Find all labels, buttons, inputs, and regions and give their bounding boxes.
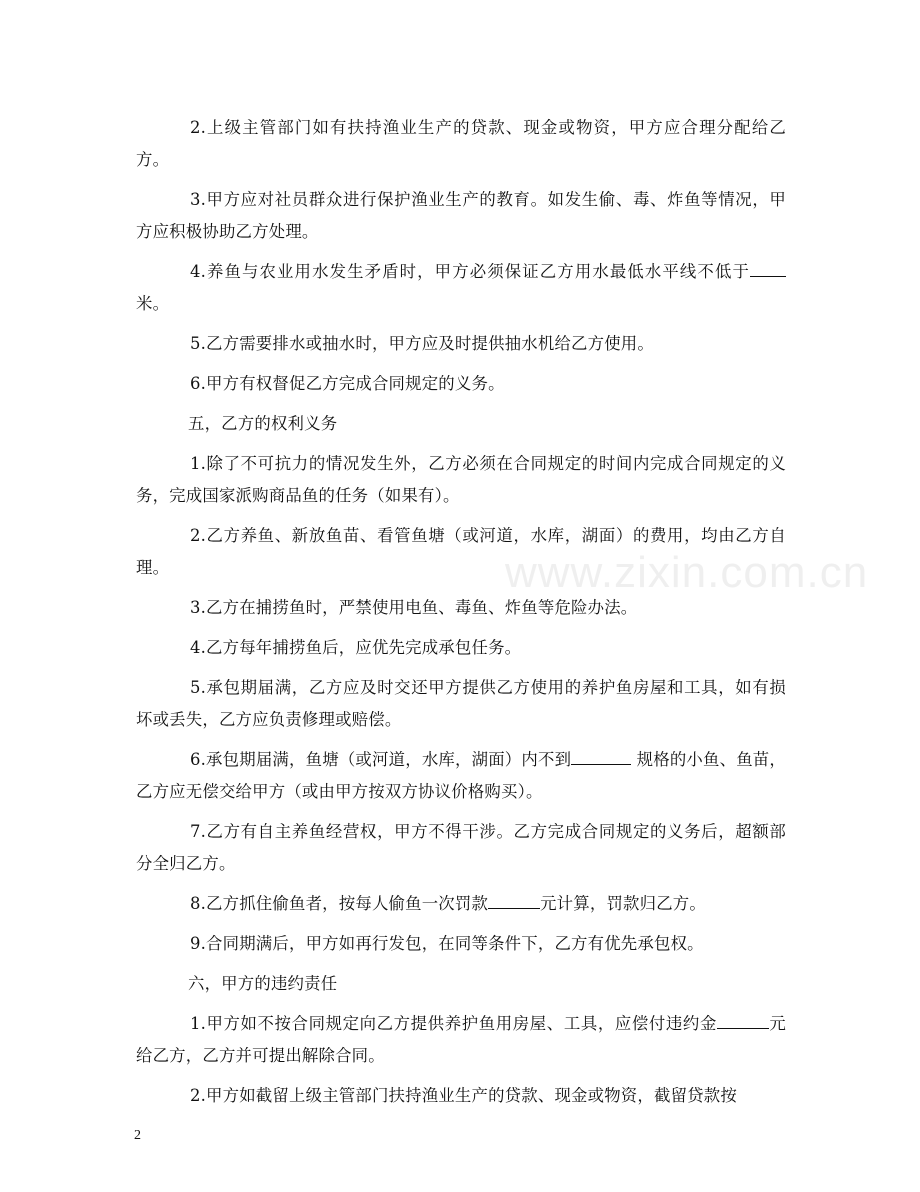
paragraph-12-before: 6.承包期届满，鱼塘（或河道，水库，湖面）内不到 <box>190 750 572 769</box>
paragraph-2: 3.甲方应对社员群众进行保护渔业生产的教育。如发生偷、毒、炸鱼等情况，甲方应积极协助乙方处理。 <box>136 190 786 241</box>
paragraph-8: 2.乙方养鱼、新放鱼苗、看管鱼塘（或河道，水库，湖面）的费用，均由乙方自理。 <box>136 526 786 577</box>
paragraph-18: 2.甲方如截留上级主管部门扶持渔业生产的贷款、现金或物资，截留贷款按 <box>190 1086 737 1105</box>
blank-line <box>488 890 540 909</box>
paragraph-14 <box>136 888 786 920</box>
paragraph-15: 9.合同期满后，甲方如再行发包，在同等条件下，乙方有优先承包权。 <box>190 934 704 953</box>
paragraph-17-after: 元给乙方，乙方并可提出解除合同。 <box>136 1014 787 1065</box>
blank-line <box>571 746 631 765</box>
page-number: 2 <box>134 1128 141 1143</box>
paragraph-4: 5.乙方需要排水或抽水时，甲方应及时提供抽水机给乙方使用。 <box>190 334 654 353</box>
paragraph-14-after: 元计算，罚款归乙方。 <box>540 894 706 913</box>
paragraph-13: 7.乙方有自主养鱼经营权，甲方不得干涉。乙方完成合同规定的义务后，超额部分全归乙方。 <box>136 822 786 873</box>
paragraph-1: 2.上级主管部门如有扶持渔业生产的贷款、现金或物资，甲方应合理分配给乙方。 <box>136 118 786 169</box>
paragraph-5: 6.甲方有权督促乙方完成合同规定的义务。 <box>190 374 505 393</box>
paragraph-10: 4.乙方每年捕捞鱼后，应优先完成承包任务。 <box>190 638 522 657</box>
watermark: www.zixin.com.cn <box>505 548 869 597</box>
section-heading-6: 六，甲方的违约责任 <box>188 974 338 993</box>
paragraph-3-after: 米。 <box>136 294 170 313</box>
paragraph-12-after: 规格的小鱼、鱼苗，乙方应无偿交给甲方（或由甲方按双方协议价格购买）。 <box>136 750 786 801</box>
blank-line <box>750 258 786 277</box>
paragraph-12 <box>136 744 786 808</box>
paragraph-11: 5.承包期届满，乙方应及时交还甲方提供乙方使用的养护鱼房屋和工具，如有损坏或丢失，乙方应负责修理或赔偿。 <box>136 678 786 729</box>
paragraph-7: 1.除了不可抗力的情况发生外，乙方必须在合同规定的时间内完成合同规定的义务，完成国家派购商品鱼的任务（如果有）。 <box>136 454 786 505</box>
paragraph-3-before: 4.养鱼与农业用水发生矛盾时，甲方必须保证乙方用水最低水平线不低于 <box>190 262 750 281</box>
paragraph-17 <box>136 1008 786 1072</box>
section-heading-5: 五，乙方的权利义务 <box>188 414 338 433</box>
document-body <box>136 112 786 1120</box>
paragraph-17-before: 1.甲方如不按合同规定向乙方提供养护鱼用房屋、工具，应偿付违约金 <box>190 1014 717 1033</box>
paragraph-14-before: 8.乙方抓住偷鱼者，按每人偷鱼一次罚款 <box>190 894 489 913</box>
paragraph-3 <box>136 256 786 320</box>
paragraph-9: 3.乙方在捕捞鱼时，严禁使用电鱼、毒鱼、炸鱼等危险办法。 <box>190 598 638 617</box>
blank-line <box>717 1010 769 1029</box>
